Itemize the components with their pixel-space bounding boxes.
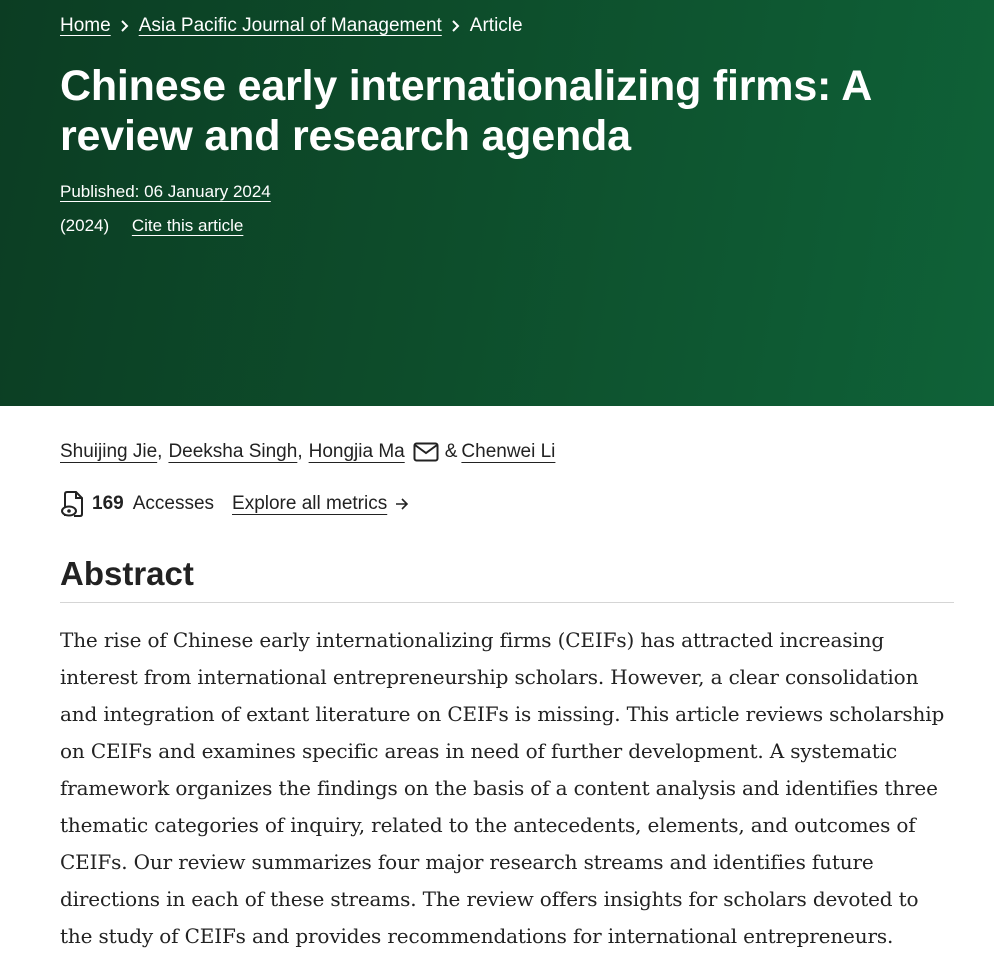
author-link-chenwei-li[interactable]: Chenwei Li xyxy=(461,441,556,462)
arrow-right-icon xyxy=(395,498,409,510)
explore-metrics-link[interactable]: Explore all metrics xyxy=(232,493,388,514)
mail-icon[interactable] xyxy=(413,442,439,462)
published-date-link[interactable]: Published: 06 January 2024 xyxy=(60,182,271,201)
breadcrumb xyxy=(60,12,934,39)
author-link-deeksha-singh[interactable]: Deeksha Singh xyxy=(168,441,298,462)
document-eye-icon xyxy=(60,490,86,518)
access-count: 169 xyxy=(92,493,124,514)
published-date xyxy=(60,181,934,203)
article-title: Chinese early internationalizing firms: A review and research agenda xyxy=(60,62,871,160)
author-separator: , xyxy=(297,441,303,462)
access-label: Accesses xyxy=(132,493,215,514)
abstract-text: The rise of Chinese early internationalizing firms (CEIFs) has attracted increasing interest from international entrepreneurship scholars. However, a clear consolidation and integration of extant literature on CEIFs is missing. This article reviews scholarship on CEIFs and examines specific areas in need of further development. A systematic framework organizes the findings on the basis of a content analysis and identifies three thematic categories of inquiry, related to the antecedents, elements, and outcomes of CEIFs. Our review summarizes four major research streams and identifies future directions in each of these streams. The review offers insights for scholars devoted to the study of CEIFs and provides recommendations for international entrepreneurs. xyxy=(60,628,945,948)
breadcrumb-home-link[interactable]: Home xyxy=(60,14,111,36)
article-header xyxy=(0,0,994,406)
breadcrumb-journal-link[interactable]: Asia Pacific Journal of Management xyxy=(138,14,442,36)
author-list xyxy=(60,439,954,465)
article-content xyxy=(0,439,994,955)
cite-article-link[interactable]: Cite this article xyxy=(131,216,244,235)
author-conjunction: & xyxy=(444,441,458,462)
author-link-shuijing-jie[interactable]: Shuijing Jie xyxy=(60,441,158,462)
chevron-right-icon xyxy=(442,19,470,33)
article-year: (2024) xyxy=(60,216,110,235)
citation-row xyxy=(60,215,934,237)
author-link-hongjia-ma[interactable]: Hongjia Ma xyxy=(308,441,405,462)
abstract-heading: Abstract xyxy=(60,554,954,603)
article-metrics xyxy=(60,489,954,519)
chevron-right-icon xyxy=(111,19,139,33)
breadcrumb-current: Article xyxy=(469,14,523,36)
author-separator: , xyxy=(157,441,163,462)
